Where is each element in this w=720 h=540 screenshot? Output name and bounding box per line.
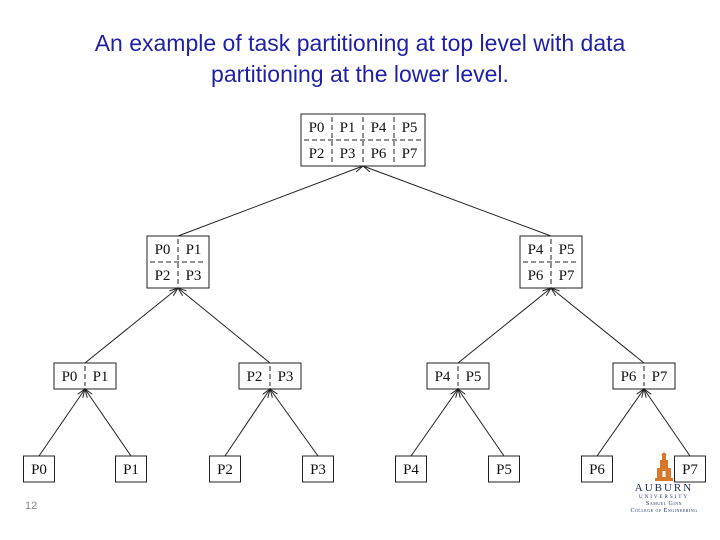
edge-line <box>458 288 551 363</box>
edge-arrowhead <box>78 389 85 398</box>
process-label: P3 <box>310 462 326 478</box>
process-label: P2 <box>246 369 263 385</box>
process-label: P5 <box>558 242 575 258</box>
edge-line <box>85 389 131 456</box>
process-label: P1 <box>339 120 356 136</box>
process-label: P3 <box>185 268 202 284</box>
process-label: P4 <box>434 369 451 385</box>
process-label: P7 <box>558 268 575 284</box>
process-label: P6 <box>370 146 387 162</box>
process-label: P3 <box>277 369 294 385</box>
edge-arrowhead <box>637 389 644 398</box>
edge-line <box>178 166 363 236</box>
edge-line <box>85 288 178 363</box>
process-label: P5 <box>401 120 418 136</box>
edge-arrowhead <box>458 389 465 398</box>
edge-arrowhead <box>263 389 270 398</box>
process-label: P6 <box>589 462 605 478</box>
edge-line <box>551 288 644 363</box>
process-label: P0 <box>31 462 47 478</box>
edge-line <box>458 389 504 456</box>
process-label: P1 <box>123 462 139 478</box>
process-label: P3 <box>339 146 356 162</box>
process-label: P6 <box>620 369 637 385</box>
process-label: P0 <box>308 120 325 136</box>
auburn-logo <box>610 452 718 534</box>
edge-line <box>644 389 690 456</box>
logo-name: AUBURN <box>634 482 694 494</box>
logo-subtitle: UNIVERSITY <box>639 495 689 500</box>
process-label: P7 <box>401 146 418 162</box>
slide-title-line-1: An example of task partitioning at top level with data <box>94 30 626 56</box>
process-label: P2 <box>217 462 233 478</box>
process-label: P2 <box>154 268 171 284</box>
edge-line <box>225 389 270 456</box>
slide-title-line-2: partitioning at the lower level. <box>211 61 509 87</box>
process-label: P4 <box>370 120 387 136</box>
edge-arrowhead <box>85 389 92 398</box>
edge-arrowhead <box>644 389 651 398</box>
process-label: P1 <box>185 242 202 258</box>
logo-college-line-2: College of Engineering <box>630 508 698 514</box>
tower-icon <box>653 452 675 482</box>
process-label: P0 <box>61 369 78 385</box>
process-label: P7 <box>682 462 698 478</box>
process-label: P5 <box>496 462 512 478</box>
edge-line <box>411 389 458 456</box>
edge-arrowhead <box>451 389 458 398</box>
process-label: P4 <box>527 242 544 258</box>
logo-college-line-1: Samuel Ginn <box>646 501 682 507</box>
process-label: P6 <box>527 268 544 284</box>
page-number: 12 <box>25 500 38 512</box>
process-label: P4 <box>403 462 419 478</box>
edge-line <box>363 166 551 236</box>
edge-line <box>178 288 270 363</box>
edge-line <box>597 389 644 456</box>
process-label: P0 <box>154 242 171 258</box>
process-label: P5 <box>465 369 482 385</box>
process-label: P1 <box>92 369 109 385</box>
edge-line <box>39 389 85 456</box>
process-label: P2 <box>308 146 325 162</box>
process-label: P7 <box>651 369 668 385</box>
edge-line <box>270 389 318 456</box>
